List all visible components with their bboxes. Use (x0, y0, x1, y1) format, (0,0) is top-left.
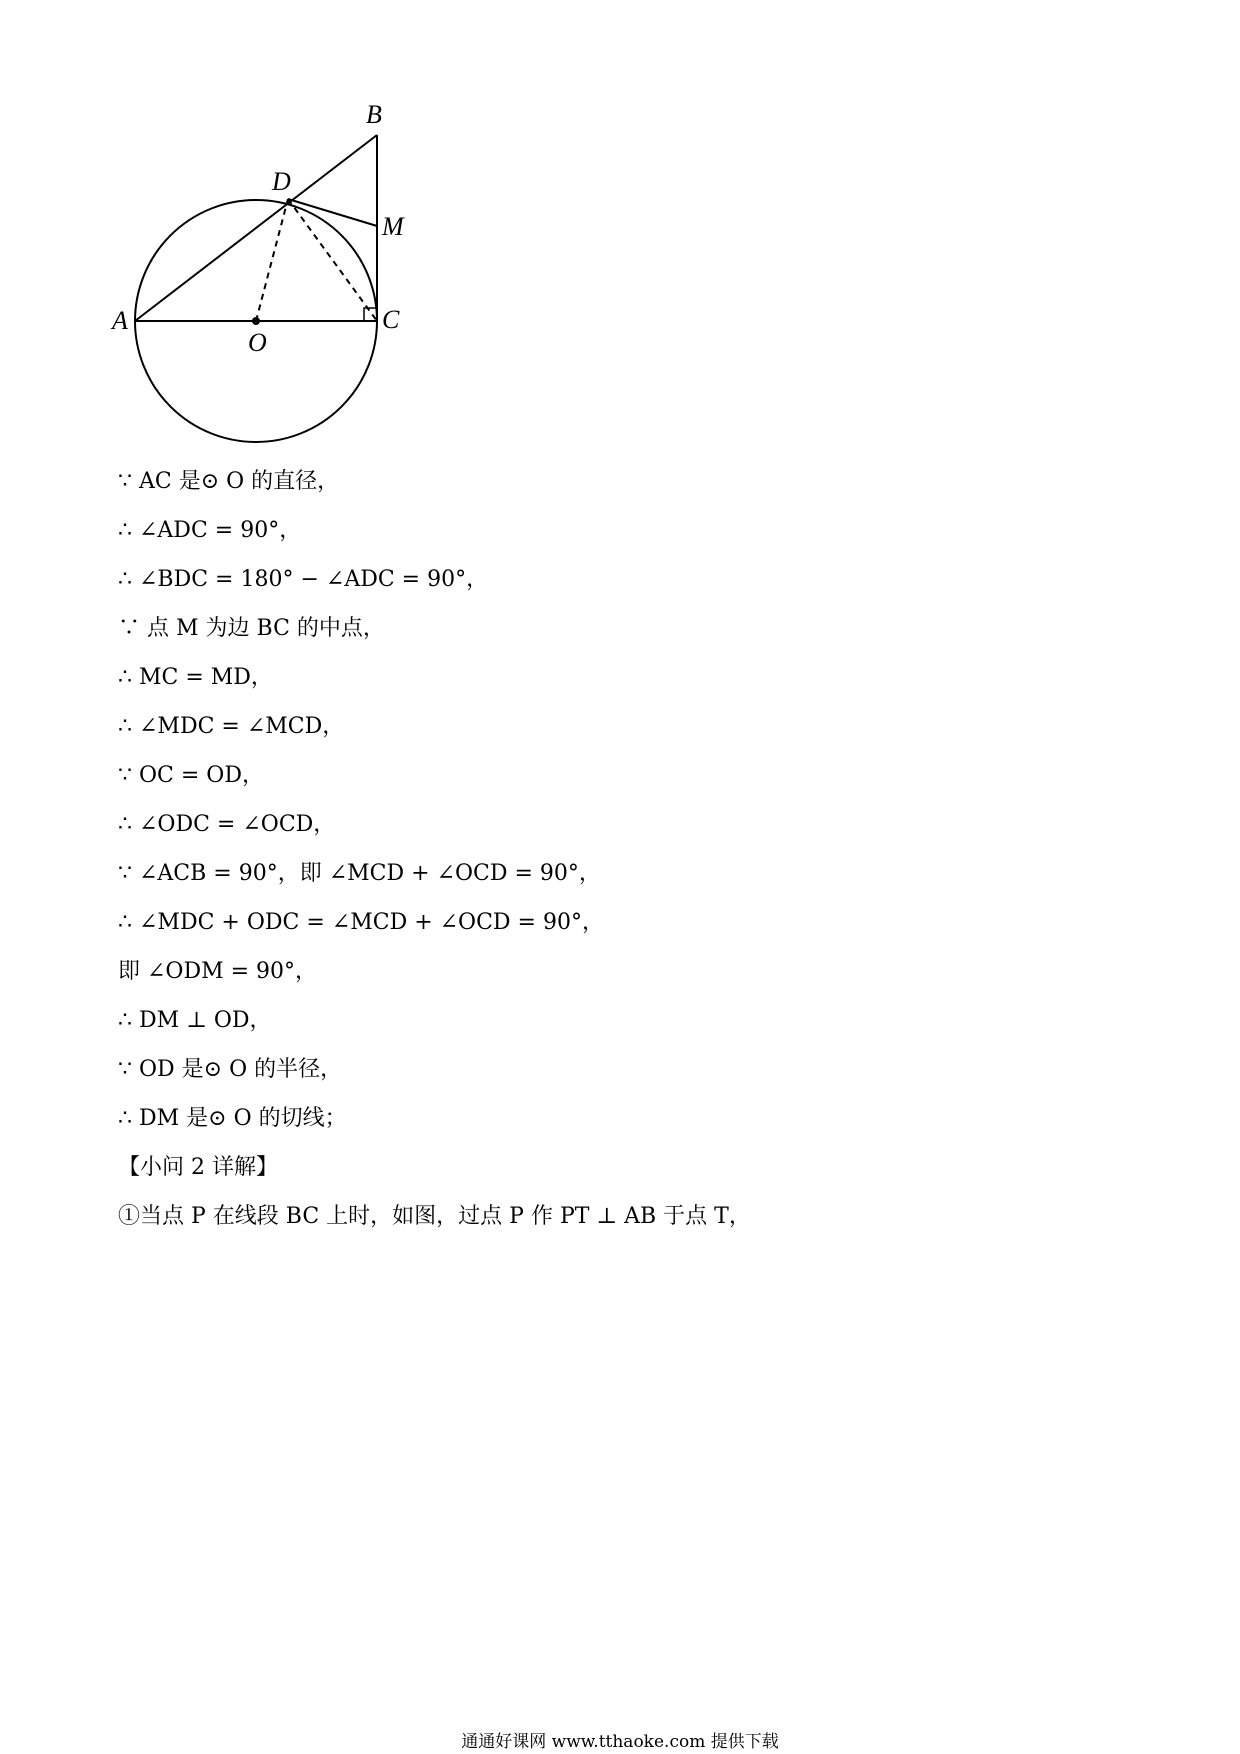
label-b: B (366, 100, 382, 129)
proof-line: ∴ ∠ODC = ∠OCD， (118, 812, 336, 837)
proof-line: ∴ ∠MDC + ODC = ∠MCD + ∠OCD = 90°， (118, 910, 604, 935)
proof-line: ∴ ∠ADC = 90°， (118, 518, 302, 543)
proof-line: ∵ OC = OD， (118, 763, 264, 788)
segment-od-dashed (256, 199, 288, 321)
label-c: C (382, 305, 400, 334)
footer-watermark: 通通好课网 www.tthaoke.com 提供下载 (461, 1732, 779, 1752)
geometry-figure (100, 95, 440, 455)
proof-line: ∵ AC 是⊙ O 的直径， (118, 469, 340, 494)
label-m: M (382, 212, 404, 241)
proof-line: ∴ DM 是⊙ O 的切线； (118, 1106, 347, 1131)
center-point-o (252, 317, 260, 325)
proof-line: ∴ MC = MD， (118, 665, 273, 690)
proof-line: ∵ OD 是⊙ O 的半径， (118, 1057, 343, 1082)
proof-line: ①当点 P 在线段 BC 上时，如图，过点 P 作 PT ⊥ AB 于点 T， (118, 1204, 751, 1229)
label-d: D (272, 167, 291, 196)
proof-line: ∵ ∠ACB = 90°，即 ∠MCD + ∠OCD = 90°， (118, 861, 601, 886)
proof-line: ∴ ∠MDC = ∠MCD， (118, 714, 345, 739)
segment-ab (135, 135, 377, 321)
label-o: O (248, 328, 267, 357)
proof-line: ∴ DM ⊥ OD， (118, 1008, 272, 1033)
label-a: A (112, 306, 128, 335)
section-heading: 【小问 2 详解】 (118, 1155, 278, 1180)
proof-line: ∵ 点 M 为边 BC 的中点， (118, 616, 385, 641)
segment-dm (288, 199, 377, 226)
segment-dc-dashed (288, 199, 377, 321)
proof-line: 即 ∠ODM = 90°， (118, 959, 318, 984)
proof-line: ∴ ∠BDC = 180° − ∠ADC = 90°， (118, 567, 489, 592)
